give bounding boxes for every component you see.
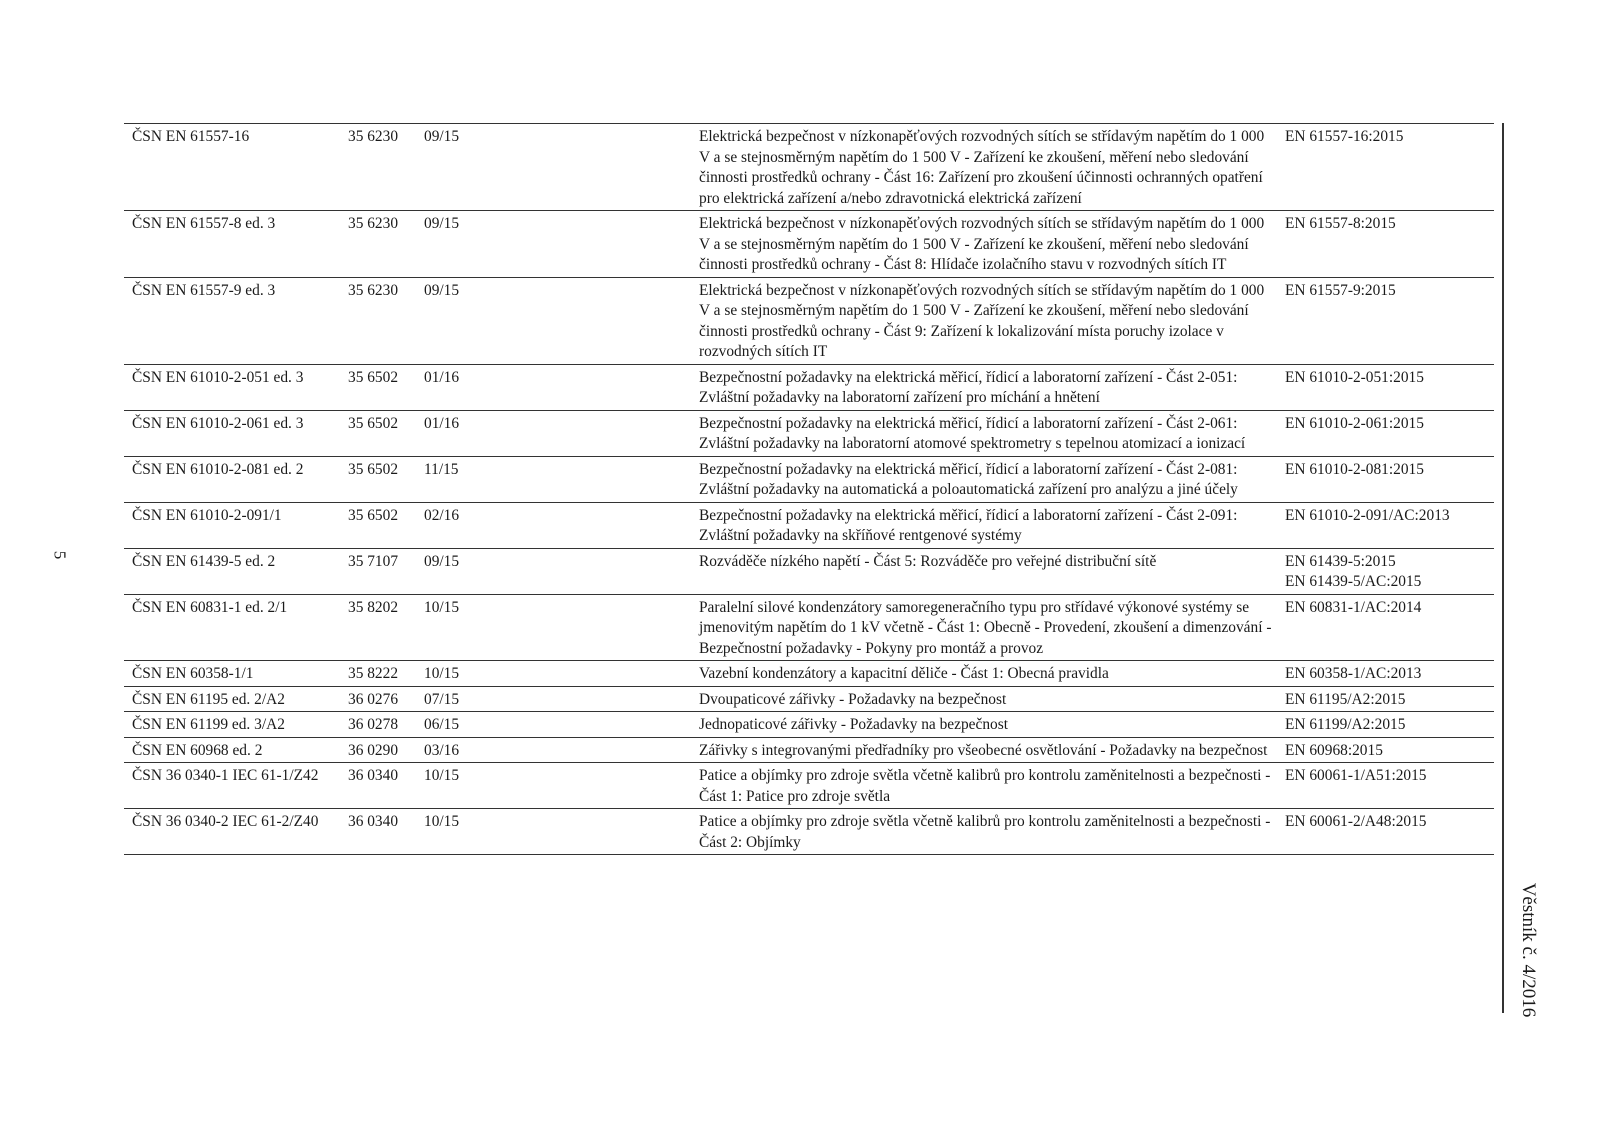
classification-code-text: 36 0290 [348,741,399,759]
standard-title-cell [699,712,1285,738]
issue-date-cell [424,809,699,855]
standard-title-text: Vazební kondenzátory a kapacitní děliče - Část 1: Obecná pravidla [699,665,1109,682]
standard-title-cell [699,686,1285,712]
table-row [124,712,1494,738]
reference-standard-text: EN 60061-1/A51:2015 [1285,767,1427,784]
table-row [124,594,1494,661]
classification-code-cell [348,737,424,763]
page-number: 5 [50,550,70,560]
standard-title-cell [699,364,1285,410]
reference-standard-text: EN 61557-16:2015 [1285,128,1404,145]
classification-code-cell [348,712,424,738]
classification-code-text: 36 0340 [348,767,399,784]
csn-designation-text: ČSN 36 0340-1 IEC 61-1/Z42 [132,767,319,784]
standard-title-cell [699,661,1285,687]
reference-standard-cell [1285,211,1494,278]
classification-code-cell [348,410,424,456]
issue-date-text: 10/15 [424,665,460,682]
csn-designation-text: ČSN EN 61557-16 [132,128,250,145]
table-row [124,456,1494,502]
csn-designation-cell [124,712,348,738]
standard-title-cell [699,594,1285,661]
reference-standard-cell [1285,809,1494,855]
standard-title-text: Rozváděče nízkého napětí - Část 5: Rozváděče pro veřejné distribuční sítě [699,552,1157,570]
csn-designation-cell [124,686,348,712]
table-row [124,124,1494,211]
classification-code-cell [348,686,424,712]
csn-designation-text: ČSN EN 61439-5 ed. 2 [132,552,276,570]
table-row [124,763,1494,809]
reference-standard-text: EN 61439-5:2015 [1285,552,1396,570]
csn-designation-text: ČSN EN 61557-9 ed. 3 [132,281,276,299]
issue-date-text: 10/15 [424,598,460,616]
table-row [124,277,1494,364]
classification-code-text: 35 6502 [348,368,399,386]
table-row [124,410,1494,456]
issue-date-text: 09/15 [424,215,460,232]
standard-title-text: Elektrická bezpečnost v nízkonapěťových rozvodných sítích se střídavým napětím do 1 000 V a se stejnosměrným napětím do 1 500 V - Zařízení ke zkoušení, měření nebo sledování činnosti prostředků ochrany - Část 16: Zařízení pro zkoušení účinnosti ochranných opatření pro elektrická zařízení a/nebo zdravotnická elektrická zařízení [699,128,1265,207]
csn-designation-cell [124,737,348,763]
csn-designation-text: ČSN EN 61195 ed. 2/A2 [132,690,285,708]
table-row [124,686,1494,712]
reference-standard-text: EN 61557-9:2015 [1285,281,1396,299]
classification-code-cell [348,277,424,364]
table-row [124,211,1494,278]
issue-date-text: 11/15 [424,460,459,478]
issue-date-text: 09/15 [424,552,460,570]
standard-title-text: Bezpečnostní požadavky na elektrická měřicí, řídicí a laboratorní zařízení - Část 2-081: Zvláštní požadavky na automatická a poloautomatická zařízení pro analýzu a jiné účely [699,460,1238,498]
classification-code-text: 35 6230 [348,281,399,299]
classification-code-text: 35 6502 [348,506,399,524]
reference-standard-cell [1285,763,1494,809]
issue-date-text: 01/16 [424,368,460,386]
standard-title-text: Patice a objímky pro zdroje světla včetně kalibrů pro kontrolu zaměnitelnosti a bezpečnosti - Část 1: Patice pro zdroje světla [699,767,1271,805]
classification-code-text: 36 0340 [348,813,399,830]
journal-label: Věstník č. 4/2016 [1518,882,1539,1018]
reference-standard-cell [1285,502,1494,548]
classification-code-cell [348,211,424,278]
classification-code-text: 35 7107 [348,552,399,570]
classification-code-cell [348,124,424,211]
standard-title-cell [699,456,1285,502]
issue-date-cell [424,124,699,211]
standard-title-text: Elektrická bezpečnost v nízkonapěťových rozvodných sítích se střídavým napětím do 1 000 V a se stejnosměrným napětím do 1 500 V - Zařízení ke zkoušení, měření nebo sledování činnosti prostředků ochrany - Část 9: Zařízení k lokalizování místa poruchy izolace v rozvodných sítích IT [699,281,1265,360]
csn-designation-cell [124,548,348,594]
reference-standard-text: EN 61439-5/AC:2015 [1285,573,1422,590]
classification-code-cell [348,661,424,687]
csn-designation-cell [124,124,348,211]
issue-date-text: 09/15 [424,281,460,299]
classification-code-cell [348,594,424,661]
classification-code-text: 35 6502 [348,414,399,432]
csn-designation-text: ČSN 36 0340-2 IEC 61-2/Z40 [132,813,319,830]
standard-title-text: Bezpečnostní požadavky na elektrická měřicí, řídicí a laboratorní zařízení - Část 2-051: Zvláštní požadavky na laboratorní zařízení pro míchání a hnětení [699,368,1238,406]
issue-date-cell [424,277,699,364]
reference-standard-cell [1285,686,1494,712]
issue-date-cell [424,364,699,410]
issue-date-text: 01/16 [424,414,460,432]
issue-date-cell [424,737,699,763]
reference-standard-cell [1285,737,1494,763]
issue-date-text: 10/15 [424,813,460,830]
reference-standard-cell [1285,277,1494,364]
reference-standard-text: EN 60061-2/A48:2015 [1285,813,1427,830]
classification-code-text: 35 6502 [348,460,399,478]
standard-title-cell [699,124,1285,211]
classification-code-cell [348,548,424,594]
reference-standard-text: EN 61199/A2:2015 [1285,716,1406,733]
csn-designation-text: ČSN EN 60831-1 ed. 2/1 [132,598,288,616]
issue-date-cell [424,594,699,661]
standard-title-text: Bezpečnostní požadavky na elektrická měřicí, řídicí a laboratorní zařízení - Část 2-091: Zvláštní požadavky na skříňové rentgenové systémy [699,506,1238,544]
csn-designation-cell [124,594,348,661]
csn-designation-text: ČSN EN 61010-2-091/1 [132,506,282,524]
standards-table [124,123,1494,855]
csn-designation-cell [124,763,348,809]
standard-title-text: Elektrická bezpečnost v nízkonapěťových rozvodných sítích se střídavým napětím do 1 000 V a se stejnosměrným napětím do 1 500 V - Zařízení ke zkoušení, měření nebo sledování činnosti prostředků ochrany - Část 8: Hlídače izolačního stavu v rozvodných sítích IT [699,215,1265,273]
standards-table-body [124,124,1494,855]
csn-designation-text: ČSN EN 61199 ed. 3/A2 [132,716,285,733]
reference-standard-text: EN 61010-2-091/AC:2013 [1285,506,1450,524]
reference-standard-text: EN 61195/A2:2015 [1285,690,1406,708]
issue-date-text: 06/15 [424,716,460,733]
reference-standard-text: EN 60831-1/AC:2014 [1285,598,1422,616]
csn-designation-cell [124,410,348,456]
standard-title-text: Patice a objímky pro zdroje světla včetně kalibrů pro kontrolu zaměnitelnosti a bezpečnosti - Část 2: Objímky [699,813,1271,851]
reference-standard-text: EN 61557-8:2015 [1285,215,1396,232]
standard-title-cell [699,410,1285,456]
issue-date-cell [424,502,699,548]
classification-code-cell [348,364,424,410]
table-row [124,548,1494,594]
issue-date-text: 07/15 [424,690,460,708]
table-row [124,809,1494,855]
csn-designation-text: ČSN EN 60358-1/1 [132,665,254,682]
standard-title-text: Paralelní silové kondenzátory samoregeneračního typu pro střídavé výkonové systémy se jmenovitým napětím do 1 kV včetně - Část 1: Obecně - Provedení, zkoušení a dimenzování - Bezpečnostní požadavky - Pokyny pro montáž a provoz [699,598,1272,657]
csn-designation-cell [124,809,348,855]
issue-date-cell [424,763,699,809]
reference-standard-cell [1285,661,1494,687]
classification-code-text: 35 6230 [348,215,399,232]
reference-standard-cell [1285,410,1494,456]
classification-code-text: 35 8222 [348,665,399,682]
classification-code-cell [348,809,424,855]
reference-standard-cell [1285,364,1494,410]
reference-standard-text: EN 61010-2-081:2015 [1285,460,1424,478]
classification-code-text: 36 0278 [348,716,399,733]
reference-standard-cell [1285,594,1494,661]
csn-designation-text: ČSN EN 61010-2-061 ed. 3 [132,414,304,432]
reference-standard-cell [1285,124,1494,211]
classification-code-text: 35 8202 [348,598,399,616]
reference-standard-text: EN 61010-2-051:2015 [1285,368,1424,386]
issue-date-cell [424,661,699,687]
csn-designation-text: ČSN EN 61557-8 ed. 3 [132,215,276,232]
table-row [124,661,1494,687]
issue-date-cell [424,548,699,594]
standard-title-cell [699,502,1285,548]
csn-designation-cell [124,661,348,687]
issue-date-cell [424,712,699,738]
csn-designation-cell [124,502,348,548]
standard-title-cell [699,277,1285,364]
reference-standard-text: EN 60358-1/AC:2013 [1285,665,1422,682]
issue-date-cell [424,686,699,712]
csn-designation-cell [124,211,348,278]
standard-title-cell [699,737,1285,763]
classification-code-cell [348,763,424,809]
classification-code-cell [348,456,424,502]
reference-standard-text: EN 60968:2015 [1285,741,1383,759]
csn-designation-text: ČSN EN 61010-2-051 ed. 3 [132,368,304,386]
standard-title-text: Dvoupaticové zářivky - Požadavky na bezpečnost [699,690,1007,708]
issue-date-cell [424,211,699,278]
issue-date-text: 09/15 [424,128,460,145]
classification-code-cell [348,502,424,548]
classification-code-text: 36 0276 [348,690,399,708]
reference-standard-cell [1285,712,1494,738]
reference-standard-text: EN 61010-2-061:2015 [1285,414,1424,432]
csn-designation-cell [124,277,348,364]
csn-designation-text: ČSN EN 60968 ed. 2 [132,741,263,759]
classification-code-text: 35 6230 [348,128,399,145]
issue-date-text: 03/16 [424,741,460,759]
reference-standard-cell [1285,548,1494,594]
csn-designation-cell [124,456,348,502]
standard-title-cell [699,763,1285,809]
standard-title-cell [699,548,1285,594]
standard-title-text: Zářivky s integrovanými předřadníky pro všeobecné osvětlování - Požadavky na bezpečnost [699,741,1268,759]
issue-date-text: 10/15 [424,767,460,784]
issue-date-text: 02/16 [424,506,460,524]
issue-date-cell [424,456,699,502]
table-row [124,502,1494,548]
table-row [124,364,1494,410]
reference-standard-cell [1285,456,1494,502]
standard-title-cell [699,211,1285,278]
margin-rule [1502,123,1504,1013]
table-row [124,737,1494,763]
standard-title-text: Bezpečnostní požadavky na elektrická měřicí, řídicí a laboratorní zařízení - Část 2-061: Zvláštní požadavky na laboratorní atomové spektrometry s tepelnou atomizací a ionizací [699,414,1246,452]
standard-title-cell [699,809,1285,855]
csn-designation-cell [124,364,348,410]
issue-date-cell [424,410,699,456]
csn-designation-text: ČSN EN 61010-2-081 ed. 2 [132,460,304,478]
standard-title-text: Jednopaticové zářivky - Požadavky na bezpečnost [699,716,1008,733]
